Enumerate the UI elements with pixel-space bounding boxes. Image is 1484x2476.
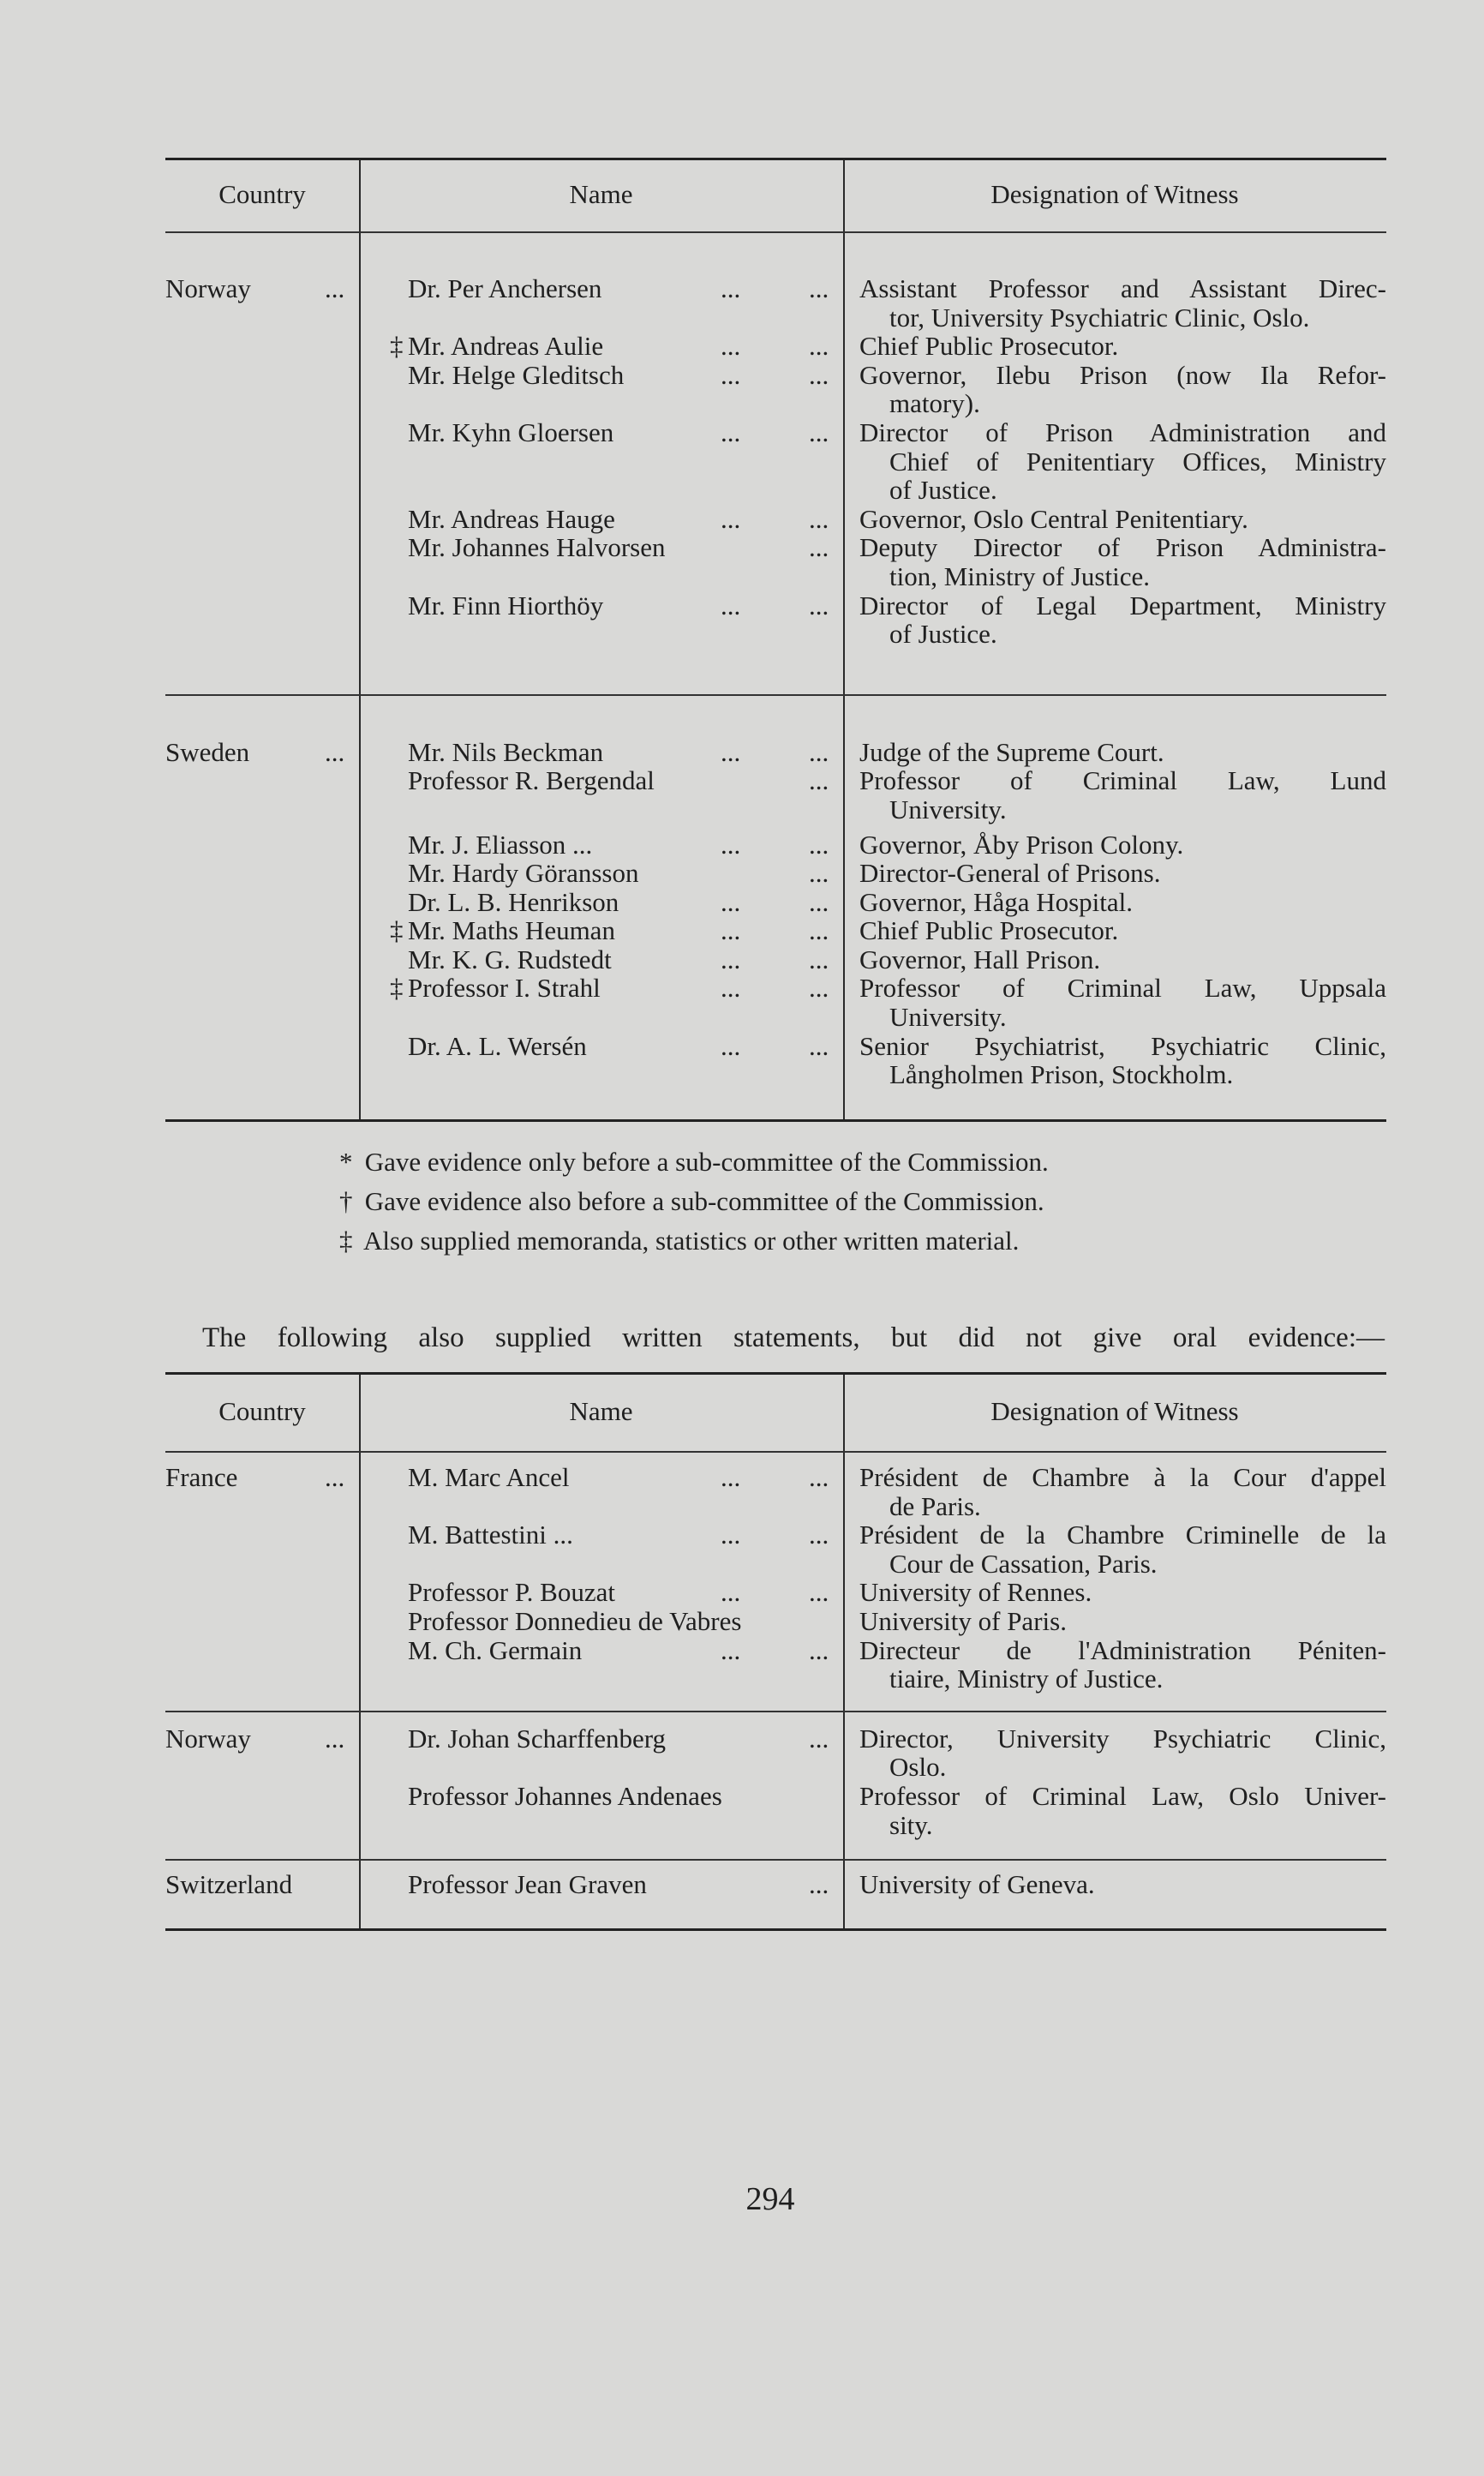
designation-line: of Justice. (889, 475, 997, 506)
designation-line: tiaire, Ministry of Justice. (889, 1664, 1164, 1694)
footnote-text: Gave evidence also before a sub-committee of the Commission. (364, 1186, 1044, 1216)
witness-name: Mr. J. Eliasson ... (408, 829, 593, 860)
table-row (165, 1724, 1386, 1782)
leader-dots: ... (721, 503, 741, 534)
designation-line: Governor, Håga Hospital. (859, 886, 1134, 917)
designation-line: University of Geneva. (859, 1869, 1095, 1900)
header-designation: Designation of Witness (990, 1395, 1239, 1426)
country-leader-dots: ... (325, 273, 345, 303)
witness-name: Mr. Finn Hiorthöy (408, 590, 604, 620)
witness-designation (859, 1782, 1386, 1839)
table-row (165, 1782, 1386, 1839)
witness-designation (859, 916, 1386, 945)
witness-name: Mr. Nils Beckman (408, 736, 604, 767)
table-header (165, 1375, 1386, 1453)
table-row (165, 1578, 1386, 1607)
witness-name: Dr. Per Anchersen (408, 273, 602, 303)
footnote-symbol: * (339, 1147, 353, 1177)
leader-dots: ... (721, 886, 741, 917)
designation-line: Professor of Criminal Law, Oslo Univer- (859, 1780, 1386, 1811)
witness-table-written (165, 1372, 1386, 1931)
table-row (165, 830, 1386, 860)
table-row (165, 591, 1386, 649)
witness-designation (859, 738, 1386, 767)
witness-designation (859, 859, 1386, 888)
witness-designation (859, 1578, 1386, 1607)
header-name: Name (569, 178, 633, 209)
witness-name: Professor I. Strahl (408, 973, 601, 1004)
leader-dots: ... (809, 1723, 829, 1754)
table-row (165, 945, 1386, 974)
witness-designation (859, 888, 1386, 917)
leader-dots: ... (809, 1577, 829, 1608)
footnote-text: Also supplied memoranda, statistics or other written material. (363, 1226, 1020, 1256)
witness-name: Professor Johannes Andenaes (408, 1780, 722, 1811)
table-row (165, 1636, 1386, 1694)
table-row (165, 274, 1386, 332)
witness-name: Professor Donnedieu de Vabres (408, 1605, 742, 1636)
leader-dots: ... (809, 973, 829, 1004)
country-group (165, 694, 1386, 1119)
witness-table-oral (165, 158, 1386, 1122)
witness-name: Professor P. Bouzat (408, 1577, 615, 1608)
leader-dots: ... (721, 359, 741, 390)
leader-dots: ... (809, 1520, 829, 1550)
designation-line: of Justice. (889, 619, 997, 650)
leader-dots: ... (721, 1634, 741, 1665)
designation-line: tion, Ministry of Justice. (889, 561, 1150, 591)
leader-dots: ... (721, 1030, 741, 1061)
leader-dots: ... (721, 417, 741, 447)
leader-dots: ... (809, 886, 829, 917)
witness-name: Mr. Andreas Hauge (408, 503, 615, 534)
designation-line: Chief Public Prosecutor. (859, 915, 1119, 946)
header-name: Name (569, 1395, 633, 1426)
designation-line: Oslo. (889, 1752, 947, 1783)
leader-dots: ... (721, 829, 741, 860)
table-row (165, 533, 1386, 591)
leader-dots: ... (809, 1462, 829, 1492)
leader-dots: ... (721, 1577, 741, 1608)
leader-dots: ... (809, 331, 829, 362)
leader-dots: ... (809, 915, 829, 946)
witness-designation (859, 1520, 1386, 1578)
country-name: Norway (165, 1723, 251, 1754)
country-group (165, 1453, 1386, 1711)
header-designation: Designation of Witness (990, 178, 1239, 209)
footnote-marker: ‡ (390, 331, 404, 362)
leader-dots: ... (721, 915, 741, 946)
designation-line: University. (889, 794, 1007, 824)
witness-name: Mr. Kyhn Gloersen (408, 417, 614, 447)
witness-designation (859, 830, 1386, 860)
table-row (165, 916, 1386, 945)
designation-line: Professor of Criminal Law, Uppsala (859, 973, 1386, 1004)
leader-dots: ... (809, 944, 829, 974)
witness-name: M. Battestini ... (408, 1520, 573, 1550)
leader-dots: ... (809, 359, 829, 390)
leader-dots: ... (809, 829, 829, 860)
witness-name: Professor Jean Graven (408, 1869, 647, 1900)
country-name: France (165, 1462, 238, 1492)
witness-name: Dr. Johan Scharffenberg (408, 1723, 667, 1754)
leader-dots: ... (809, 765, 829, 796)
table-row (165, 1520, 1386, 1578)
country-group (165, 1711, 1386, 1859)
country-group (165, 1859, 1386, 1928)
leader-dots: ... (721, 590, 741, 620)
designation-line: Président de Chambre à la Cour d'appel (859, 1462, 1386, 1492)
designation-line: Judge of the Supreme Court. (859, 736, 1164, 767)
witness-name: Mr. Hardy Göransson (408, 858, 639, 889)
footnote-marker: ‡ (390, 915, 404, 946)
witness-name: Mr. Johannes Halvorsen (408, 532, 666, 563)
footnote-asterisk (339, 1148, 1049, 1177)
witness-designation (859, 274, 1386, 332)
table-row (165, 859, 1386, 888)
designation-line: Deputy Director of Prison Administra- (859, 532, 1386, 563)
witness-designation (859, 945, 1386, 974)
designation-line: Governor, Oslo Central Penitentiary. (859, 503, 1248, 534)
country-group (165, 233, 1386, 694)
leader-dots: ... (721, 1520, 741, 1550)
witness-name: Mr. K. G. Rudstedt (408, 944, 612, 974)
witness-name: Mr. Maths Heuman (408, 915, 615, 946)
footnote-dagger (339, 1187, 1044, 1216)
designation-line: Cour de Cassation, Paris. (889, 1548, 1158, 1579)
footnote-marker: ‡ (390, 973, 404, 1004)
designation-line: University of Paris. (859, 1605, 1067, 1636)
witness-designation (859, 1607, 1386, 1636)
designation-line: Assistant Professor and Assistant Direc- (859, 273, 1386, 303)
designation-line: Governor, Hall Prison. (859, 944, 1101, 974)
leader-dots: ... (809, 273, 829, 303)
page-number: 294 (745, 2181, 795, 2217)
witness-designation (859, 533, 1386, 591)
leader-dots: ... (809, 503, 829, 534)
table-row (165, 1463, 1386, 1520)
witness-designation (859, 1724, 1386, 1782)
country-name: Switzerland (165, 1869, 293, 1900)
table-row (165, 974, 1386, 1031)
footnote-text: Gave evidence only before a sub-committee of the Commission. (364, 1147, 1049, 1177)
designation-line: Chief of Penitentiary Offices, Ministry (889, 446, 1386, 477)
table-header (165, 160, 1386, 233)
table-row (165, 766, 1386, 824)
witness-designation (859, 591, 1386, 649)
witness-name: M. Marc Ancel (408, 1462, 570, 1492)
designation-line: Director, University Psychiatric Clinic, (859, 1723, 1386, 1754)
witness-name: Professor R. Bergendal (408, 765, 655, 796)
designation-line: matory). (889, 388, 980, 419)
witness-designation (859, 766, 1386, 824)
designation-line: Governor, Åby Prison Colony. (859, 829, 1184, 860)
leader-dots: ... (721, 1462, 741, 1492)
leader-dots: ... (809, 417, 829, 447)
designation-line: University. (889, 1002, 1007, 1033)
table-row (165, 738, 1386, 767)
designation-line: Director of Prison Administration and (859, 417, 1386, 447)
witness-name: Dr. A. L. Wersén (408, 1030, 587, 1061)
designation-line: sity. (889, 1809, 933, 1840)
witness-designation (859, 1870, 1386, 1899)
witness-designation (859, 1463, 1386, 1520)
country-name: Sweden (165, 736, 250, 767)
header-country: Country (218, 178, 306, 209)
leader-dots: ... (721, 736, 741, 767)
leader-dots: ... (809, 532, 829, 563)
table-row (165, 1607, 1386, 1636)
footnote-symbol: ‡ (339, 1226, 353, 1256)
leader-dots: ... (809, 858, 829, 889)
witness-name: M. Ch. Germain (408, 1634, 583, 1665)
country-leader-dots: ... (325, 736, 345, 767)
leader-dots: ... (809, 1634, 829, 1665)
leader-dots: ... (809, 590, 829, 620)
footnote-symbol: † (339, 1186, 353, 1216)
footnote-double-dagger (339, 1226, 1019, 1256)
intro-paragraph: The following also supplied written statements, but did not give oral evidence:— (202, 1322, 1385, 1353)
leader-dots: ... (721, 273, 741, 303)
country-leader-dots: ... (325, 1462, 345, 1492)
witness-designation (859, 974, 1386, 1031)
header-country: Country (218, 1395, 306, 1426)
designation-line: Professor of Criminal Law, Lund (859, 765, 1386, 796)
designation-line: Senior Psychiatrist, Psychiatric Clinic, (859, 1030, 1386, 1061)
designation-line: Governor, Ilebu Prison (now Ila Refor- (859, 359, 1386, 390)
designation-line: de Paris. (889, 1490, 981, 1521)
leader-dots: ... (809, 1030, 829, 1061)
designation-line: Président de la Chambre Criminelle de la (859, 1520, 1386, 1550)
table-row (165, 505, 1386, 534)
leader-dots: ... (809, 736, 829, 767)
table-row (165, 418, 1386, 505)
table-row (165, 1870, 1386, 1899)
table-row (165, 1032, 1386, 1089)
designation-line: Directeur de l'Administration Péniten- (859, 1634, 1386, 1665)
witness-designation (859, 332, 1386, 361)
leader-dots: ... (721, 944, 741, 974)
country-name: Norway (165, 273, 251, 303)
designation-line: Director-General of Prisons. (859, 858, 1161, 889)
designation-line: Director of Legal Department, Ministry (859, 590, 1386, 620)
witness-name: Mr. Helge Gleditsch (408, 359, 625, 390)
table-row (165, 361, 1386, 418)
leader-dots: ... (809, 1869, 829, 1900)
designation-line: tor, University Psychiatric Clinic, Oslo. (889, 302, 1310, 333)
witness-designation (859, 1032, 1386, 1089)
witness-name: Mr. Andreas Aulie (408, 331, 604, 362)
designation-line: University of Rennes. (859, 1577, 1092, 1608)
witness-designation (859, 1636, 1386, 1694)
table-row (165, 332, 1386, 361)
leader-dots: ... (721, 973, 741, 1004)
witness-designation (859, 361, 1386, 418)
leader-dots: ... (721, 331, 741, 362)
table-row (165, 888, 1386, 917)
witness-designation (859, 505, 1386, 534)
designation-line: Långholmen Prison, Stockholm. (889, 1059, 1234, 1090)
witness-name: Dr. L. B. Henrikson (408, 886, 619, 917)
country-leader-dots: ... (325, 1723, 345, 1754)
witness-designation (859, 418, 1386, 505)
designation-line: Chief Public Prosecutor. (859, 331, 1119, 362)
